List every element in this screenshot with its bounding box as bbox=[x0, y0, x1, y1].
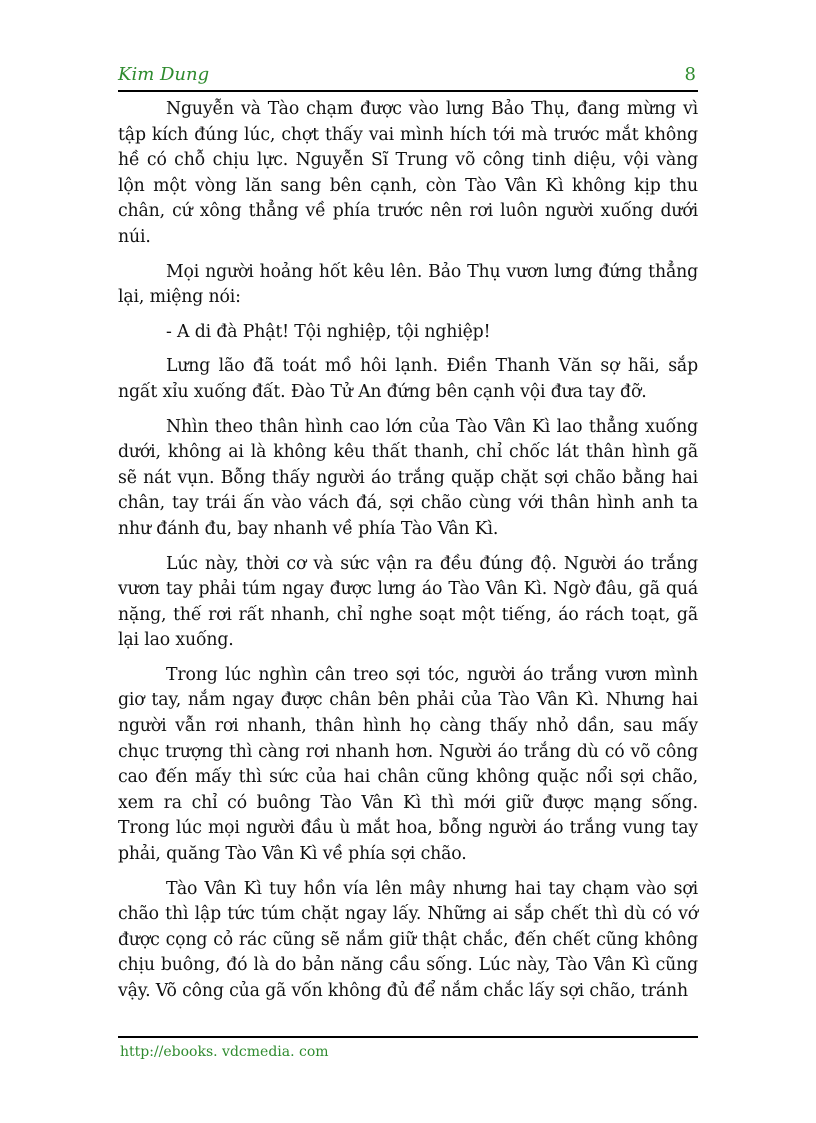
paragraph: Mọi người hoảng hốt kêu lên. Bảo Thụ vươn lưng đứng thẳng lại, miệng nói: bbox=[118, 261, 698, 308]
footer-link[interactable]: http://ebooks. vdcmedia. com bbox=[120, 1044, 329, 1060]
paragraph: Lúc này, thời cơ và sức vận ra đều đúng độ. Người áo trắng vươn tay phải túm ngay được lưng áo Tào Vân Kì. Ngờ đâu, gã quá nặng, thế rơi rất nhanh, chỉ nghe soạt một tiếng, áo rách toạt, gã lại lao xuống. bbox=[118, 553, 698, 651]
body-text bbox=[118, 97, 698, 1014]
paragraph: Lưng lão đã toát mồ hôi lạnh. Điền Thanh Văn sợ hãi, sắp ngất xỉu xuống đất. Đào Tử An đứng bên cạnh vội đưa tay đỡ. bbox=[118, 356, 698, 402]
paragraph: Tào Vân Kì tuy hồn vía lên mây nhưng hai tay chạm vào sợi chão thì lập tức túm chặt ngay lấy. Những ai sắp chết thì dù có vớ được cọng cỏ rác cũng sẽ nắm giữ thật chắc, đến chết cũng không chịu buông, đó là do bản năng cầu sống. Lúc này, Tào Vân Kì cũng vậy. Võ công của gã vốn không đủ để nắm chắc lấy sợi chão, tránh bbox=[118, 878, 698, 1001]
book-author-title: Kim Dung bbox=[118, 64, 210, 85]
page-header bbox=[118, 62, 698, 92]
footer-divider bbox=[118, 1036, 698, 1038]
paragraph: Nhìn theo thân hình cao lớn của Tào Vân Kì lao thẳng xuống dưới, không ai là không kêu thất thanh, chỉ chốc lát thân hình gã sẽ nát vụn. Bỗng thấy người áo trắng quặp chặt sợi chão bằng hai chân, tay trái ấn vào vách đá, sợi chão cùng với thân hình anh ta như đánh đu, bay nhanh về phía Tào Vân Kì. bbox=[118, 416, 698, 539]
paragraph: Nguyễn và Tào chạm được vào lưng Bảo Thụ, đang mừng vì tập kích đúng lúc, chợt thấy vai mình hích tới mà trước mắt không hề có chỗ chịu lực. Nguyễn Sĩ Trung võ công tinh diệu, vội vàng lộn một vòng lăn sang bên cạnh, còn Tào Vân Kì không kịp thu chân, cứ xông thẳng về phía trước nên rơi luôn người xuống dưới núi. bbox=[118, 99, 698, 247]
paragraph: Trong lúc nghìn cân treo sợi tóc, người áo trắng vươn mình giơ tay, nắm ngay được chân bên phải của Tào Vân Kì. Nhưng hai người vẫn rơi nhanh, thân hình họ càng thấy nhỏ dần, sau mấy chục trượng thì càng rơi nhanh hơn. Người áo trắng dù có võ công cao đến mấy thì sức của hai chân cũng không quặc nổi sợi chão, xem ra chỉ có buông Tào Vân Kì thì mới giữ được mạng sống. Trong lúc mọi người đầu ù mắt hoa, bỗng người áo trắng vung tay phải, quăng Tào Vân Kì về phía sợi chão. bbox=[118, 664, 698, 865]
page-number: 8 bbox=[684, 64, 696, 85]
paragraph: - A di đà Phật! Tội nghiệp, tội nghiệp! bbox=[166, 321, 491, 342]
